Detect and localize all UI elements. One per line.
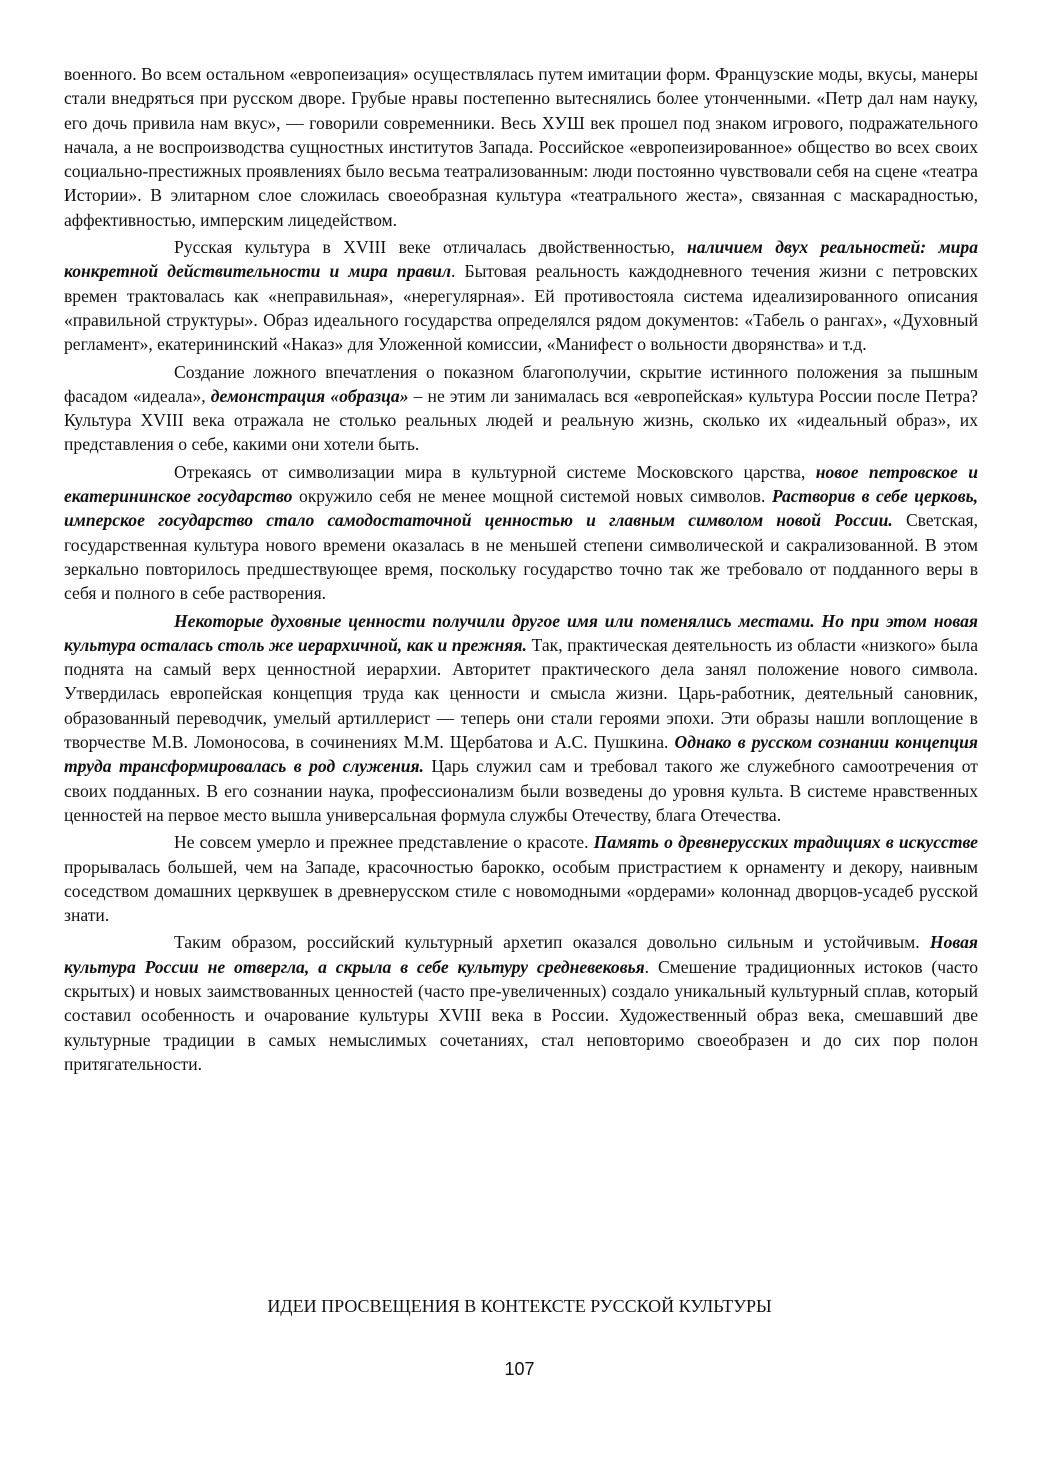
- text-run: прорывалась большей, чем на Западе, красочностью барокко, особым пристрастием к орнаменту и декору, наивным соседством домашних церквушек в древнерусском стиле с новомодными «ордерами» колоннад дворцов-усадеб русской знати.: [64, 856, 978, 926]
- text-run: . Бытовая реальность каждодневного течения жизни с петровских времен трактовалась как «неправильная», «нерегулярная». Ей противостояла система идеализированного описания «правильной структуры». Образ идеального государства определялся рядом документов: «Табель о рангах», «Духовный регламент», екатерининский «Наказ» для Уложенной комиссии, «Манифест о вольности дворянства» и т.д.: [64, 261, 979, 355]
- emphasized-text: наличием двух реальностей: мира конкретной действительности и мира правил: [64, 237, 978, 282]
- text-run: Создание ложного впечатления о показном благополучии, скрытие истинного положения за пышным фасадом «идеала»,: [64, 361, 978, 406]
- text-run: окружило себя не менее мощной системой новых символов.: [292, 486, 772, 507]
- paragraph: [64, 235, 978, 356]
- emphasis: [211, 386, 409, 406]
- text-run: военного. Во всем остальном «европеизация» осуществлялась путем имитации форм. Французские моды, вкусы, манеры стали внедряться при русском дворе. Грубые нравы постепенно вытеснялись более утонченными. «Петр дал нам науку, его дочь привила нам вкус», — говорили современники. Весь ХУШ век прошел под знаком игрового, подражательного начала, а не воспроизводства сущностных институтов Запада. Российское «европеизированное» общество во всех своих социально-престижных проявлениях было весьма театрализованным: люди постоянно чувствовали себя на сцене «театра Истории». В элитарном слое сложилась своеобразная культура «театрального жеста», связанная с маскарадностью, аффективностью, имперским лицедейством.: [64, 64, 978, 230]
- paragraph: [64, 360, 978, 457]
- page-body: [64, 62, 978, 1076]
- emphasized-text: демонстрация «образца»: [210, 385, 409, 406]
- text-run: Таким образом, российский культурный архетип оказался довольно сильным и устойчивым.: [174, 932, 930, 953]
- emphasized-text: Однако в русском сознании концепция труда трансформировалась в род служения.: [64, 732, 978, 777]
- page-number: 107: [504, 1359, 535, 1379]
- paragraph: [64, 609, 978, 828]
- text-run: . Смешение традиционных истоков (часто скрытых) и новых заимствованных ценностей (часто пре-увеличенных) создало уникальный культурный сплав, который составил особенность и очарование культуры XVIII века в России. Художественный образ века, смешавший две культурные традиции в самых немыслимых сочетаниях, стал неповторимо своеобразен и до сих пор полон притягательности.: [64, 956, 978, 1074]
- emphasized-text: Растворив в себе церковь, имперское государство стало самодостаточной ценностью и главным символом новой России.: [64, 486, 979, 531]
- text-run: Так, практическая деятельность из области «низкого» была поднята на самый верх ценностной иерархии. Авторитет практического дела занял положение нового символа. Утвердилась европейская концепция труда как ценности и смысла жизни. Царь-работник, деятельный сановник, образованный переводчик, умелый артиллерист — теперь они стали героями эпохи. Эти образы нашли воплощение в творчестве М.В. Ломоносова, в сочинениях М.М. Щербатова и А.С. Пушкина.: [64, 634, 978, 753]
- text-run: Отрекаясь от символизации мира в культурной системе Московского царства,: [174, 461, 816, 482]
- paragraph: [64, 830, 978, 927]
- text-run: Царь служил сам и требовал такого же служебного самоотречения от своих подданных. В его сознании наука, профессионализм были возведены до уровня культа. В системе нравственных ценностей на первое место вышла универсальная формула службы Отечеству, блага Отечества.: [64, 756, 978, 825]
- emphasized-text: Некоторые духовные ценности получили другое имя или поменялись местами. Но при этом новая культура осталась столь же иерархичной, как и прежняя.: [64, 610, 978, 655]
- emphasis: [594, 832, 978, 852]
- paragraph: [64, 62, 978, 232]
- emphasized-text: Новая культура России не отвергла, а скрыла в себе культуру средневековья: [64, 932, 978, 977]
- text-run: Светская, государственная культура нового времени оказалась в не меньшей степени символической и сакрализованной. В этом зеркально повторилось предшествующее время, поскольку государство точно так же требовало от подданного веры в себя и полного в себе растворения.: [64, 510, 978, 604]
- text-run: Не совсем умерло и прежнее представление о красоте.: [174, 832, 594, 853]
- paragraph: [64, 930, 978, 1076]
- text-run: – не этим ли занималась вся «европейская» культура России после Петра? Культура XVIII века отражала не столько реальных людей и реальную жизнь, сколько их «идеальный образ», их представления о себе, какими они хотели быть.: [64, 385, 978, 455]
- paragraph: [64, 460, 978, 606]
- text-run: Русская культура в XVIII веке отличалась двойственностью,: [174, 237, 688, 258]
- section-heading: ИДЕИ ПРОСВЕЩЕНИЯ В КОНТЕКСТЕ РУССКОЙ КУЛЬТУРЫ: [267, 1296, 772, 1316]
- emphasized-text: новое петровское и екатерининское государство: [64, 461, 978, 507]
- emphasized-text: Память о древнерусских традициях в искусстве: [593, 832, 978, 853]
